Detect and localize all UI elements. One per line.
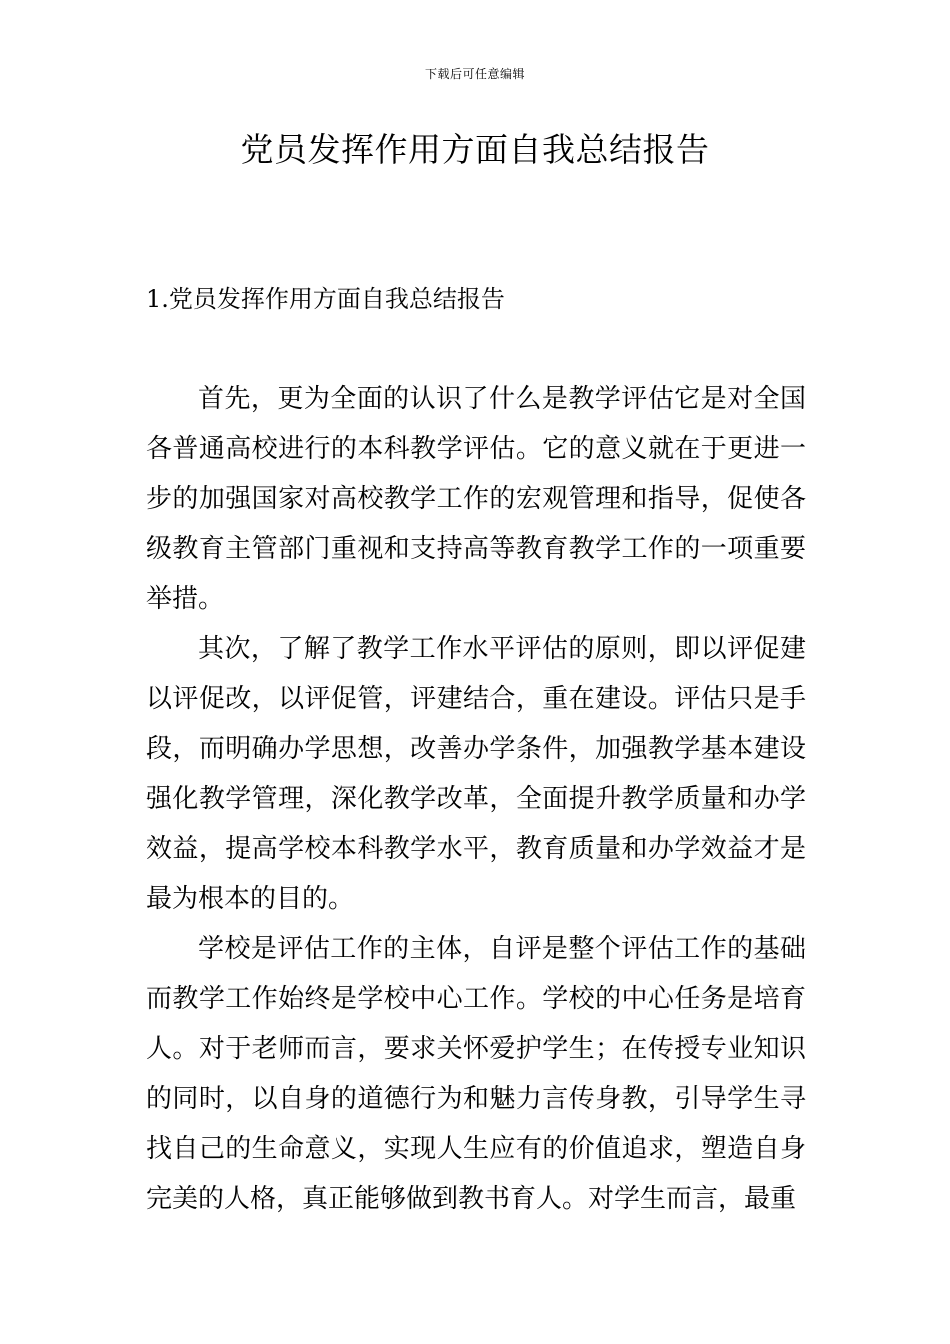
section-heading: 1.党员发挥作用方面自我总结报告: [146, 285, 505, 313]
paragraph-1: 首先，更为全面的认识了什么是教学评估它是对全国各普通高校进行的本科教学评估。它的意义就在于更进一步的加强国家对高校教学工作的宏观管理和指导，促使各级教育主管部门重视和支持高等教育教学工作的一项重要举措。: [146, 384, 806, 614]
document-title: 党员发挥作用方面自我总结报告: [240, 130, 710, 169]
paragraph-3: 学校是评估工作的主体，自评是整个评估工作的基础而教学工作始终是学校中心工作。学校的中心任务是培育人。对于老师而言，要求关怀爱护学生；在传授专业知识的同时，以自身的道德行为和魅力言传身教，引导学生寻找自己的生命意义，实现人生应有的价值追求，塑造自身完美的人格，真正能够做到教书育人。对学生而言，最重: [146, 934, 806, 1214]
header-note: 下载后可任意编辑: [424, 67, 525, 81]
paragraph-2: 其次，了解了教学工作水平评估的原则，即以评促建以评促改，以评促管，评建结合，重在建设。评估只是手段，而明确办学思想，改善办学条件，加强教学基本建设强化教学管理，深化教学改革，全面提升教学质量和办学效益，提高学校本科教学水平，教育质量和办学效益才是最为根本的目的。: [146, 634, 806, 914]
body-text: [146, 374, 806, 1224]
